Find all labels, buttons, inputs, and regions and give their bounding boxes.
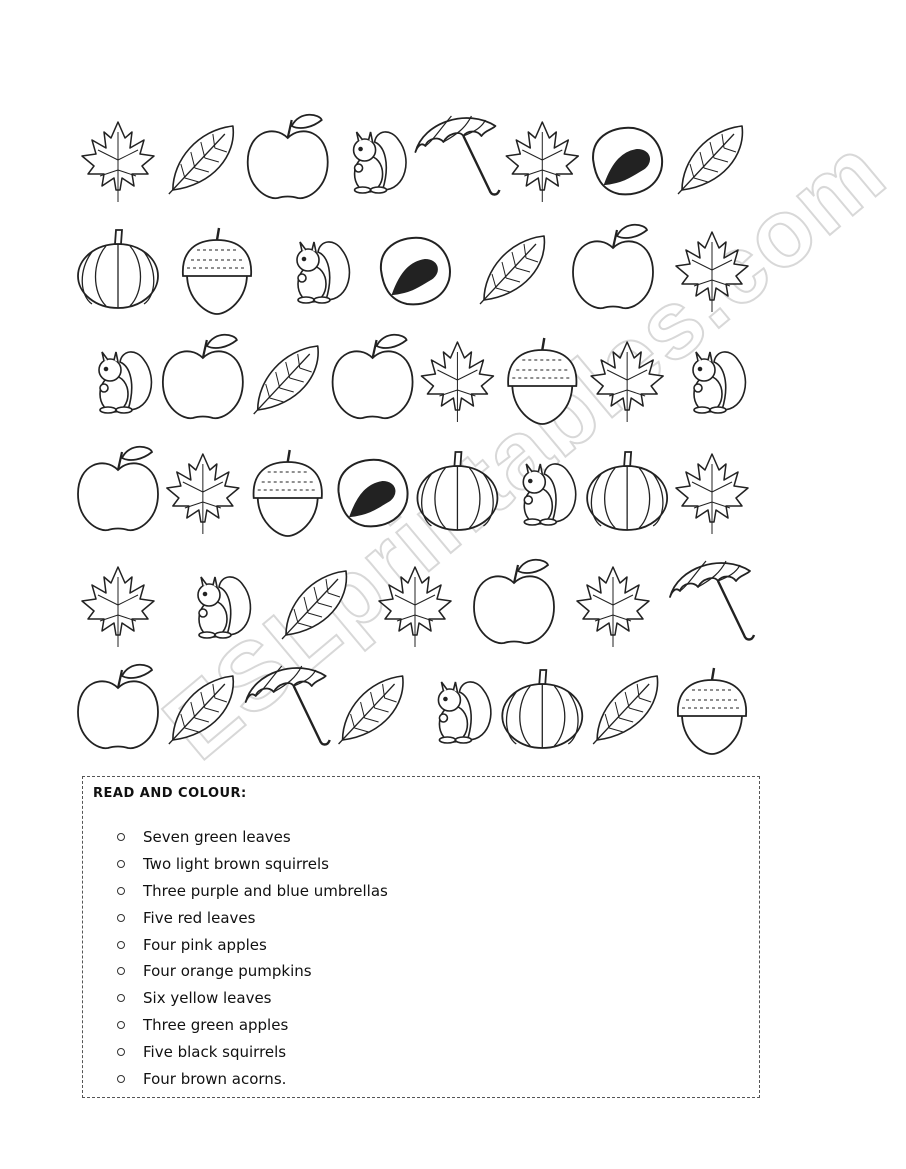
apple-icon	[78, 665, 158, 748]
maple-leaf-icon	[82, 122, 154, 202]
instructions-title: READ AND COLOUR:	[93, 786, 247, 801]
chestnut-icon	[381, 238, 450, 305]
acorn-icon	[678, 668, 746, 754]
circle-bullet-icon	[117, 1048, 125, 1056]
maple-leaf-icon	[676, 232, 748, 312]
circle-bullet-icon	[117, 994, 125, 1002]
list-item-text: Five black squirrels	[143, 1042, 287, 1061]
umbrella-icon	[246, 666, 330, 745]
circle-bullet-icon	[117, 914, 125, 922]
squirrel-icon	[693, 352, 745, 413]
pumpkin-icon	[417, 452, 497, 530]
list-item	[117, 958, 388, 985]
list-item	[117, 1038, 388, 1065]
circle-bullet-icon	[117, 1075, 125, 1083]
chestnut-icon	[593, 128, 662, 195]
list-item	[117, 985, 388, 1012]
leaf-icon	[480, 236, 544, 304]
maple-leaf-icon	[421, 342, 493, 422]
apple-icon	[333, 335, 413, 418]
list-item	[117, 851, 388, 878]
leaf-icon	[169, 126, 233, 194]
list-item	[117, 1012, 388, 1039]
list-item	[117, 824, 388, 851]
list-item	[117, 1065, 388, 1092]
leaf-icon	[282, 571, 346, 639]
circle-bullet-icon	[117, 941, 125, 949]
circle-bullet-icon	[117, 887, 125, 895]
squirrel-icon	[438, 682, 490, 743]
leaf-icon	[339, 676, 403, 744]
acorn-icon	[508, 338, 576, 424]
umbrella-icon	[415, 116, 499, 195]
squirrel-icon	[297, 242, 349, 303]
maple-leaf-icon	[676, 454, 748, 534]
list-item-text: Three green apples	[143, 1015, 289, 1034]
squirrel-icon	[354, 132, 406, 193]
leaf-icon	[678, 126, 742, 194]
circle-bullet-icon	[117, 1021, 125, 1029]
apple-icon	[474, 560, 554, 643]
squirrel-icon	[99, 352, 151, 413]
pumpkin-icon	[587, 452, 667, 530]
maple-leaf-icon	[506, 122, 578, 202]
list-item	[117, 878, 388, 905]
leaf-icon	[169, 676, 233, 744]
apple-icon	[248, 115, 328, 198]
watermark: ESLprintables.com	[144, 117, 906, 780]
circle-bullet-icon	[117, 860, 125, 868]
list-item-text: Six yellow leaves	[143, 989, 272, 1008]
apple-icon	[78, 447, 158, 530]
maple-leaf-icon	[379, 567, 451, 647]
list-item-text: Five red leaves	[143, 908, 256, 927]
list-item-text: Four orange pumpkins	[143, 962, 312, 981]
chestnut-icon	[338, 460, 407, 527]
apple-icon	[573, 225, 653, 308]
list-item	[117, 904, 388, 931]
apple-icon	[163, 335, 243, 418]
circle-bullet-icon	[117, 967, 125, 975]
list-item-text: Two light brown squirrels	[143, 855, 329, 874]
instructions-box	[82, 776, 760, 1098]
circle-bullet-icon	[117, 833, 125, 841]
squirrel-icon	[523, 464, 575, 525]
acorn-icon	[183, 228, 251, 314]
list-item-text: Four pink apples	[143, 935, 267, 954]
squirrel-icon	[198, 577, 250, 638]
pumpkin-icon	[502, 670, 582, 748]
maple-leaf-icon	[577, 567, 649, 647]
leaf-icon	[593, 676, 657, 744]
maple-leaf-icon	[167, 454, 239, 534]
list-item-text: Four brown acorns.	[143, 1069, 287, 1088]
maple-leaf-icon	[82, 567, 154, 647]
list-item-text: Seven green leaves	[143, 828, 291, 847]
list-item	[117, 931, 388, 958]
list-item-text: Three purple and blue umbrellas	[143, 881, 388, 900]
instructions-list	[117, 824, 388, 1092]
pumpkin-icon	[78, 230, 158, 308]
maple-leaf-icon	[591, 342, 663, 422]
acorn-icon	[254, 450, 322, 536]
leaf-icon	[254, 346, 318, 414]
umbrella-icon	[670, 561, 754, 640]
